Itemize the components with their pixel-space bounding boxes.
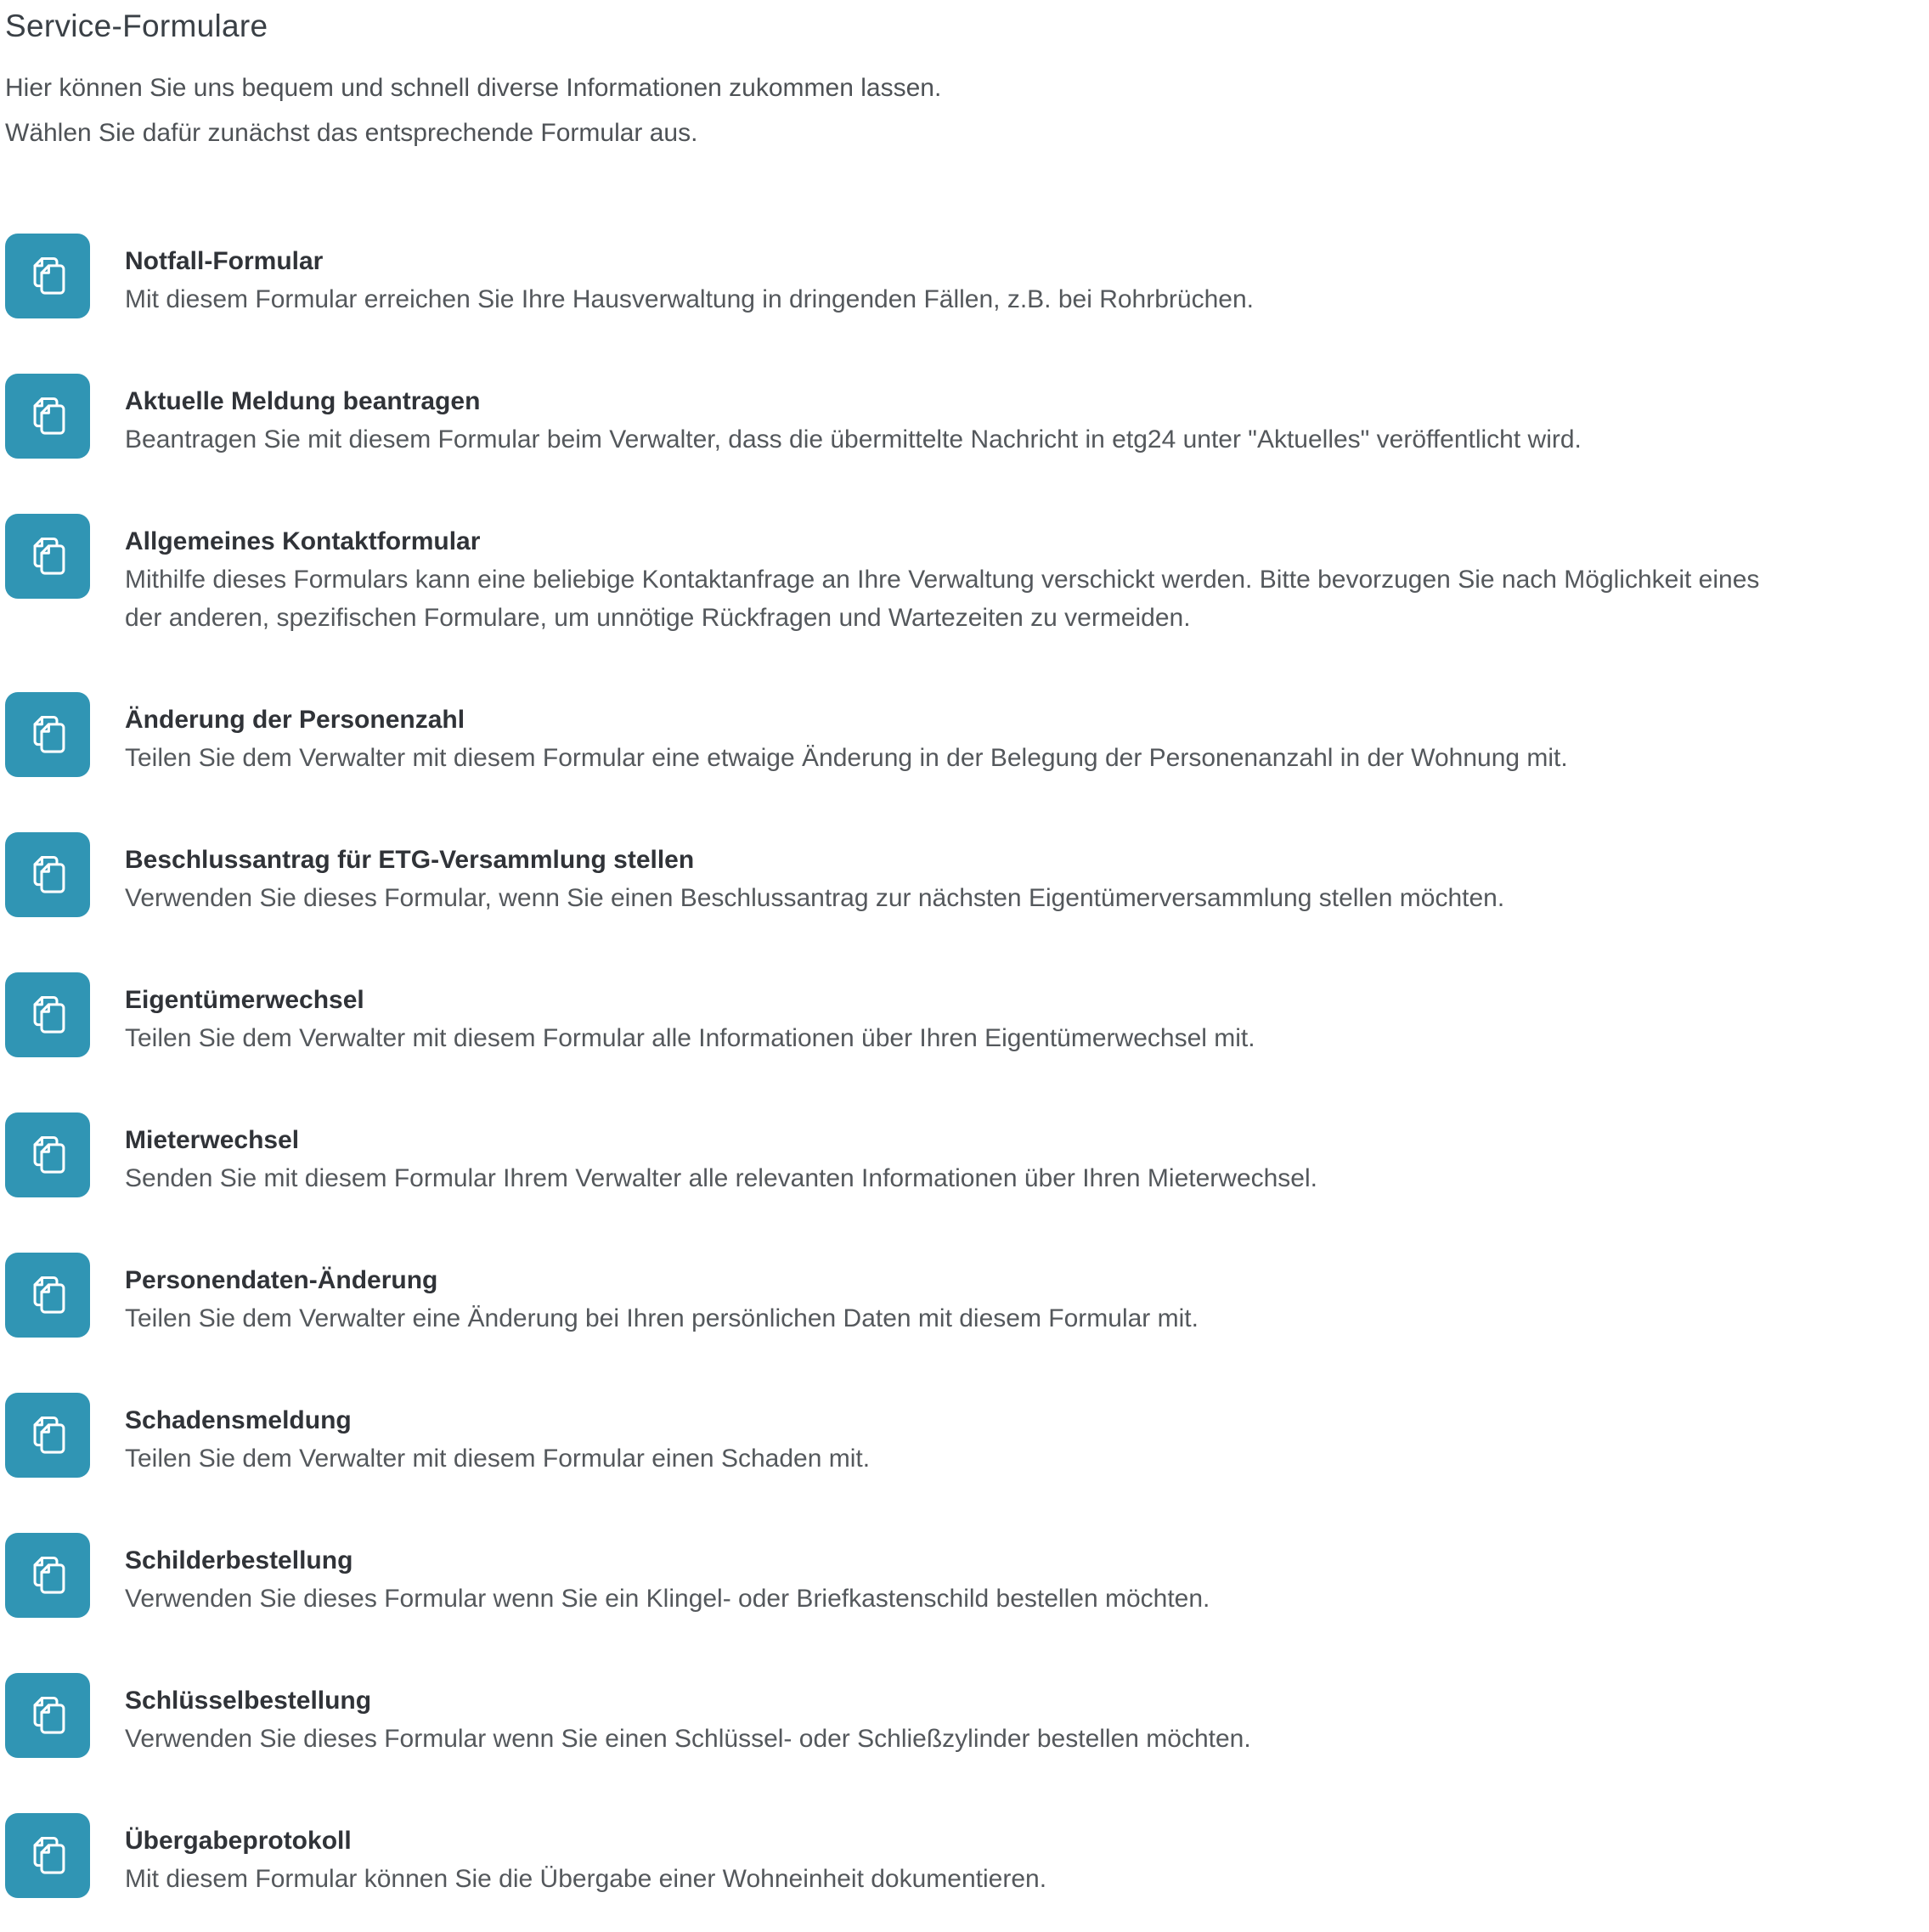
form-row-text — [125, 514, 1764, 637]
form-row-text — [125, 1813, 1046, 1898]
form-row-text — [125, 1673, 1251, 1758]
form-icon — [5, 692, 90, 777]
form-title: Übergabeprotokoll — [125, 1827, 352, 1855]
form-description: Mit diesem Formular können Sie die Übergabe einer Wohneinheit dokumentieren. — [125, 1865, 1047, 1893]
form-description: Teilen Sie dem Verwalter eine Änderung bei Ihren persönlichen Daten mit diesem Formular mit. — [125, 1304, 1199, 1332]
form-link-row[interactable] — [5, 1533, 1921, 1618]
form-row-text — [125, 1253, 1199, 1338]
form-link-row[interactable] — [5, 234, 1921, 318]
copy-documents-icon — [24, 392, 71, 440]
form-icon — [5, 1533, 90, 1618]
intro-line-1: Hier können Sie uns bequem und schnell diverse Informationen zukommen lassen. — [5, 74, 942, 102]
form-title: Änderung der Personenzahl — [125, 706, 465, 734]
form-icon — [5, 1112, 90, 1197]
form-description: Teilen Sie dem Verwalter mit diesem Formular eine etwaige Änderung in der Belegung der Personenanzahl in der Wohnung mit. — [125, 744, 1568, 772]
form-title: Aktuelle Meldung beantragen — [125, 387, 481, 415]
form-link-row[interactable] — [5, 972, 1921, 1057]
intro-line-2: Wählen Sie dafür zunächst das entsprechende Formular aus. — [5, 119, 698, 147]
copy-documents-icon — [24, 1552, 71, 1599]
form-link-row[interactable] — [5, 832, 1921, 917]
copy-documents-icon — [24, 1411, 71, 1459]
intro-text — [5, 70, 1921, 152]
page-title: Service-Formulare — [5, 8, 268, 43]
form-title: Schlüsselbestellung — [125, 1687, 372, 1715]
form-row-text — [125, 692, 1568, 777]
copy-documents-icon — [24, 1271, 71, 1319]
form-row-text — [125, 1533, 1210, 1618]
form-link-row[interactable] — [5, 514, 1921, 637]
copy-documents-icon — [24, 1692, 71, 1739]
form-icon — [5, 1813, 90, 1898]
form-row-text — [125, 1112, 1317, 1197]
form-link-row[interactable] — [5, 1813, 1921, 1898]
form-link-row[interactable] — [5, 1673, 1921, 1758]
form-icon — [5, 1673, 90, 1758]
form-description: Beantragen Sie mit diesem Formular beim Verwalter, dass die übermittelte Nachricht in etg24 unter "Aktuelles" veröffentlicht wird. — [125, 425, 1582, 453]
form-title: Notfall-Formular — [125, 247, 324, 275]
copy-documents-icon — [24, 1131, 71, 1179]
form-description: Mit diesem Formular erreichen Sie Ihre Hausverwaltung in dringenden Fällen, z.B. bei Rohrbrüchen. — [125, 285, 1254, 313]
form-icon — [5, 1253, 90, 1338]
copy-documents-icon — [24, 252, 71, 300]
form-link-row[interactable] — [5, 1393, 1921, 1478]
form-row-text — [125, 972, 1255, 1057]
form-title: Schadensmeldung — [125, 1406, 352, 1434]
form-row-text — [125, 234, 1254, 318]
copy-documents-icon — [24, 851, 71, 898]
form-link-row[interactable] — [5, 374, 1921, 459]
form-icon — [5, 514, 90, 599]
copy-documents-icon — [24, 1832, 71, 1879]
copy-documents-icon — [24, 711, 71, 758]
form-description: Senden Sie mit diesem Formular Ihrem Verwalter alle relevanten Informationen über Ihren Mieterwechsel. — [125, 1164, 1317, 1192]
copy-documents-icon — [24, 991, 71, 1039]
form-link-row[interactable] — [5, 1112, 1921, 1197]
form-title: Beschlussantrag für ETG-Versammlung stellen — [125, 846, 695, 874]
form-description: Teilen Sie dem Verwalter mit diesem Formular alle Informationen über Ihren Eigentümerwechsel mit. — [125, 1024, 1255, 1052]
form-description: Verwenden Sie dieses Formular wenn Sie einen Schlüssel- oder Schließzylinder bestellen möchten. — [125, 1725, 1251, 1753]
form-title: Allgemeines Kontaktformular — [125, 527, 481, 555]
form-row-text — [125, 1393, 870, 1478]
form-title: Personendaten-Änderung — [125, 1266, 438, 1294]
form-link-row[interactable] — [5, 692, 1921, 777]
form-description: Teilen Sie dem Verwalter mit diesem Formular einen Schaden mit. — [125, 1445, 871, 1473]
copy-documents-icon — [24, 532, 71, 580]
form-description: Verwenden Sie dieses Formular, wenn Sie einen Beschlussantrag zur nächsten Eigentümerversammlung stellen möchten. — [125, 884, 1505, 912]
form-title: Eigentümerwechsel — [125, 986, 364, 1014]
form-row-text — [125, 832, 1504, 917]
form-icon — [5, 374, 90, 459]
form-icon — [5, 234, 90, 318]
form-icon — [5, 972, 90, 1057]
form-list — [5, 234, 1921, 1898]
form-title: Mieterwechsel — [125, 1126, 300, 1154]
form-icon — [5, 832, 90, 917]
form-title: Schilderbestellung — [125, 1546, 353, 1574]
form-link-row[interactable] — [5, 1253, 1921, 1338]
form-description: Verwenden Sie dieses Formular wenn Sie ein Klingel- oder Briefkastenschild bestellen möchten. — [125, 1585, 1210, 1613]
form-description: Mithilfe dieses Formulars kann eine beliebige Kontaktanfrage an Ihre Verwaltung verschickt werden. Bitte bevorzugen Sie nach Möglichkeit eines der anderen, spezifischen Formulare, um unnötige Rückfragen und Wartezeiten zu vermeiden. — [125, 566, 1760, 632]
form-icon — [5, 1393, 90, 1478]
form-row-text — [125, 374, 1582, 459]
